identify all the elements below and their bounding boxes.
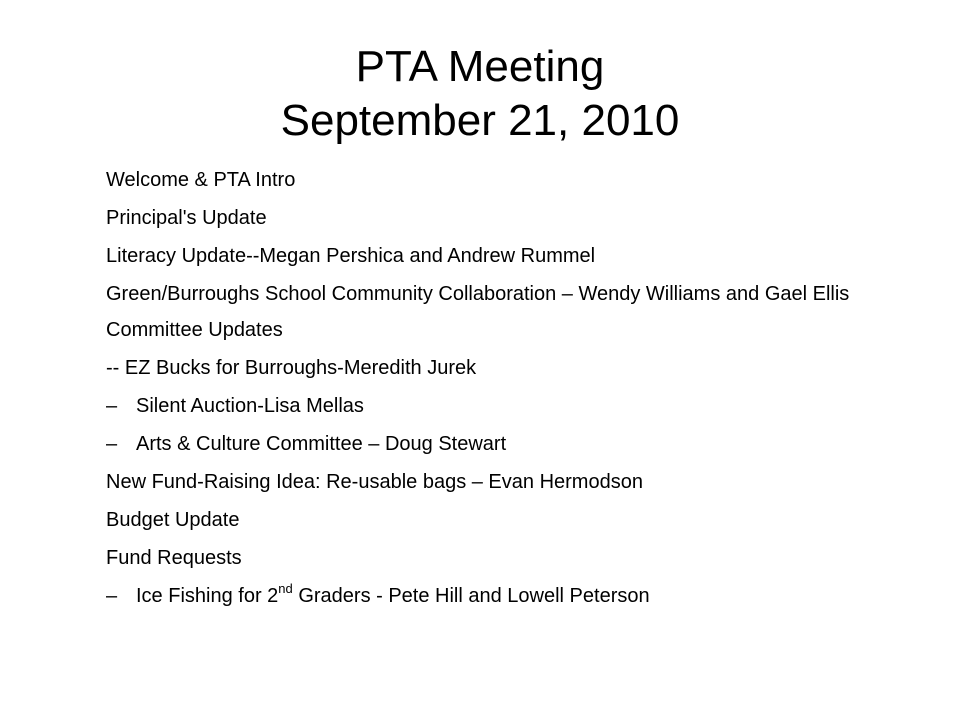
agenda-item-community-collaboration: Green/Burroughs School Community Collaboration – Wendy Williams and Gael Ellis [106,283,850,305]
agenda-item-welcome: Welcome & PTA Intro [106,169,296,191]
slide-title [0,40,960,148]
agenda-item-ez-bucks: -- EZ Bucks for Burroughs-Meredith Jurek [106,357,477,379]
title-line-1: PTA Meeting [355,42,605,91]
agenda-item-arts-culture [106,431,906,458]
agenda-item-text: Silent Auction-Lisa Mellas [136,395,364,417]
agenda-item-ice-fishing [106,583,906,610]
dash-bullet: – [106,395,118,417]
agenda-item-fund-raising-idea: New Fund-Raising Idea: Re-usable bags – Evan Hermodson [106,471,643,493]
agenda-item-committee-updates: Committee Updates [106,319,283,341]
agenda-item-budget-update: Budget Update [106,509,240,531]
agenda-item-text: Arts & Culture Committee – Doug Stewart [136,433,507,455]
dash-bullet: – [106,433,118,455]
agenda-item-text-before: Ice Fishing for 2 [136,585,279,607]
agenda-item-silent-auction [106,393,906,420]
title-line-2: September 21, 2010 [280,96,680,145]
agenda-item-fund-requests: Fund Requests [106,547,242,569]
agenda-item-text-after: Graders - Pete Hill and Lowell Peterson [292,585,650,607]
ordinal-superscript: nd [278,581,293,596]
dash-bullet: – [106,585,118,607]
agenda-item-literacy-update: Literacy Update--Megan Pershica and Andrew Rummel [106,245,596,267]
agenda-item-principal-update: Principal's Update [106,207,267,229]
agenda-list [106,167,906,621]
